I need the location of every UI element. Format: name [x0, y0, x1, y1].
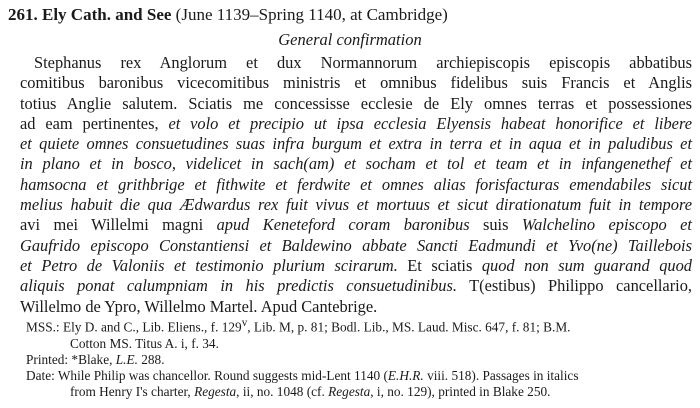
- charter-line: [20, 195, 692, 215]
- note-line: [26, 315, 694, 336]
- text-run: Et sciatis: [407, 255, 482, 275]
- charter-line: [20, 154, 692, 174]
- text-run: ad eam pertinentes,: [20, 113, 169, 133]
- italic-passage: Regesta: [194, 384, 237, 400]
- note-line: [26, 368, 694, 384]
- note-line: [26, 336, 694, 352]
- charter-line: [20, 134, 692, 154]
- charter-subheading: General confirmation: [278, 30, 422, 49]
- charter-title: Ely Cath. and See: [42, 5, 172, 24]
- italic-passage: Gaufrido episcopo Constantiensi et Baldewino abbate Sancti Eadmundi et Yvo(ne) Taillebois: [20, 235, 692, 255]
- italic-passage: Regesta: [328, 384, 371, 400]
- text-run: T(estibus) Philippo cancellario,: [456, 276, 693, 296]
- charter-line: [20, 297, 692, 317]
- italic-passage: Walchelino episcopo et: [521, 215, 692, 235]
- italic-passage: et quiete omnes consuetudines suas infra burgum et extra in terra et in aqua et in paludibus et: [20, 134, 692, 154]
- text-run: Willelmi magni: [91, 215, 217, 235]
- italic-passage: quod non sum guarand quod: [481, 255, 692, 275]
- text-run: 288.: [137, 351, 165, 367]
- italic-passage: aliquis ponat calumpniam in his predictis consuetudinibus.: [20, 276, 457, 296]
- italic-passage: E.H.R.: [387, 368, 424, 384]
- text-run: viii. 518). Passages in italics: [423, 368, 579, 384]
- charter-line: [20, 73, 692, 93]
- text-run: Stephanus rex Anglorum et dux Normannorum archiepiscopis episcopis abbatibus: [34, 53, 692, 72]
- note-line: [26, 352, 694, 368]
- note-entry: [26, 368, 694, 400]
- charter-line: [20, 276, 692, 296]
- apparatus-notes: [26, 315, 694, 400]
- charter-line: [20, 175, 692, 195]
- text-run: , Lib. M, p. 81; Bodl. Lib., MS. Laud. Misc. 647, f. 81; B.M.: [247, 319, 571, 335]
- text-run: Date: While Philip was chancellor. Round suggests mid-Lent 1140 (: [26, 368, 388, 384]
- text-run: Cotton MS. Titus A. i, f. 34.: [70, 335, 219, 351]
- text-run: Printed: *Blake,: [26, 351, 116, 367]
- charter-date: (June 1139–Spring 1140, at Cambridge): [175, 5, 448, 24]
- note-entry: [26, 352, 694, 368]
- note-line: [26, 384, 694, 400]
- superscript: v: [241, 317, 248, 329]
- text-run: , ii, no. 1048 (cf.: [236, 384, 329, 400]
- charter-number: 261.: [8, 5, 38, 24]
- text-run: from Henry I's charter,: [70, 384, 195, 400]
- charter-line: [20, 256, 692, 276]
- italic-passage: et volo et precipio ut ipsa ecclesia Elyensis habeat honorifice et libere: [168, 113, 692, 133]
- charter-line: [20, 236, 692, 256]
- charter-line: [20, 94, 692, 114]
- text-run: , i, no. 129), printed in Blake 250.: [370, 384, 551, 400]
- text-run: suis: [482, 215, 522, 235]
- text-run: MSS.: Ely D. and C., Lib. Eliens., f. 129: [26, 319, 242, 335]
- italic-passage: apud Keneteford coram baronibus: [216, 215, 483, 235]
- italic-passage: et Petro de Valoniis et testimonio plurium scirarum.: [20, 255, 408, 275]
- text-run: comitibus baronibus vicecomitibus ministris et omnibus fidelibus suis Francis et Anglis: [20, 73, 692, 93]
- text-run: Willelmo de Ypro, Willelmo Martel. Apud Cantebrige.: [20, 296, 378, 316]
- charter-line: [20, 114, 692, 134]
- charter-text: [20, 53, 692, 317]
- charter-line: [20, 53, 692, 73]
- charter-heading: [8, 5, 448, 25]
- text-run: avi mei: [20, 215, 92, 235]
- italic-passage: hamsocna et grithbrige et fithwite et ferdwite et omnes alias forisfacturas emendabiles sicut: [20, 174, 692, 194]
- italic-passage: melius habuit die qua Ædwardus rex fuit vivus et mortuus et sicut dirationatum fuit in tempore: [20, 195, 692, 215]
- text-run: totius Anglie salutem. Sciatis me concessisse ecclesie de Ely omnes terras et possessiones: [20, 93, 692, 113]
- italic-passage: in plano et in bosco, videlicet in sach(am) et socham et tol et team et in infangenethef et: [20, 154, 692, 174]
- note-entry: [26, 315, 694, 352]
- italic-passage: L.E.: [115, 351, 138, 367]
- charter-line: [20, 215, 692, 235]
